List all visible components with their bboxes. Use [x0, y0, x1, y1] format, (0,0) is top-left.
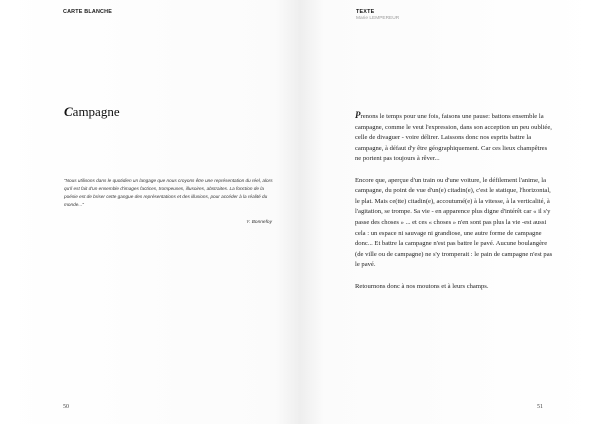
article-title [64, 104, 120, 120]
epigraph-author: Y. Bonnefoy [246, 220, 272, 225]
body-paragraph-2: Encore que, aperçue d'un train ou d'une voiture, le défilement l'anime, la campagne, du point de vue d'un(e) citadin(e), c'est le statique, l'horizontal, le plat. Mais ce(tte) citadin(e), accoutumé(e) à la vitesse, à la verticalité, à l'agitation, se trompe. Sa vie - en apparence plus digne d'intérêt car « il s'y passe des choses » ... et ces « choses » n'en sont pas plus la vie -est aussi cela : un espace ni sauvage ni grandiose, une autre forme de campagne donc... Et battre la campagne n'est pas battre le pavé. Aucune boulangère (de ville ou de campagne) ne s'y tromperait : le pain de campagne n'est pas le pavé. [355, 176, 553, 269]
article-body [355, 110, 553, 303]
left-page-number: 50 [63, 404, 69, 410]
paragraph-1-text: renons le temps pour une fois, faisons une pause: battons ensemble la campagne, comme le veut l'expression, dans son acception un peu oubliée, celle de divaguer - voire délirer. Laissons donc nos esprits battre la campagne, à défaut d'y être géographiquement. Car ces lieux champêtres ne portent pas toujours à rêver... [355, 113, 552, 163]
drop-cap: P [355, 110, 361, 120]
title-rest: ampagne [72, 104, 120, 119]
author-name: Marie LEMPEREUR [356, 16, 400, 21]
left-running-head: CARTE BLANCHE [63, 9, 113, 15]
epigraph-quote: "Nous utilisons dans le quotidien un langage que nous croyons être une représentation du réel, alors qu'il est fait d'un ensemble d'images factices, trompeuses, illusoires, abstraites. La fonction de la poésie est de briser cette gangue des représentations et des illusions, pour accéder à la réalité du monde..." [64, 178, 273, 207]
body-paragraph-1 [355, 110, 553, 165]
body-paragraph-3: Retournons donc à nos moutons et à leurs champs. [355, 282, 489, 290]
right-page-number: 51 [537, 404, 543, 410]
title-initial: C [64, 104, 73, 119]
right-running-head: TEXTE [356, 9, 375, 15]
